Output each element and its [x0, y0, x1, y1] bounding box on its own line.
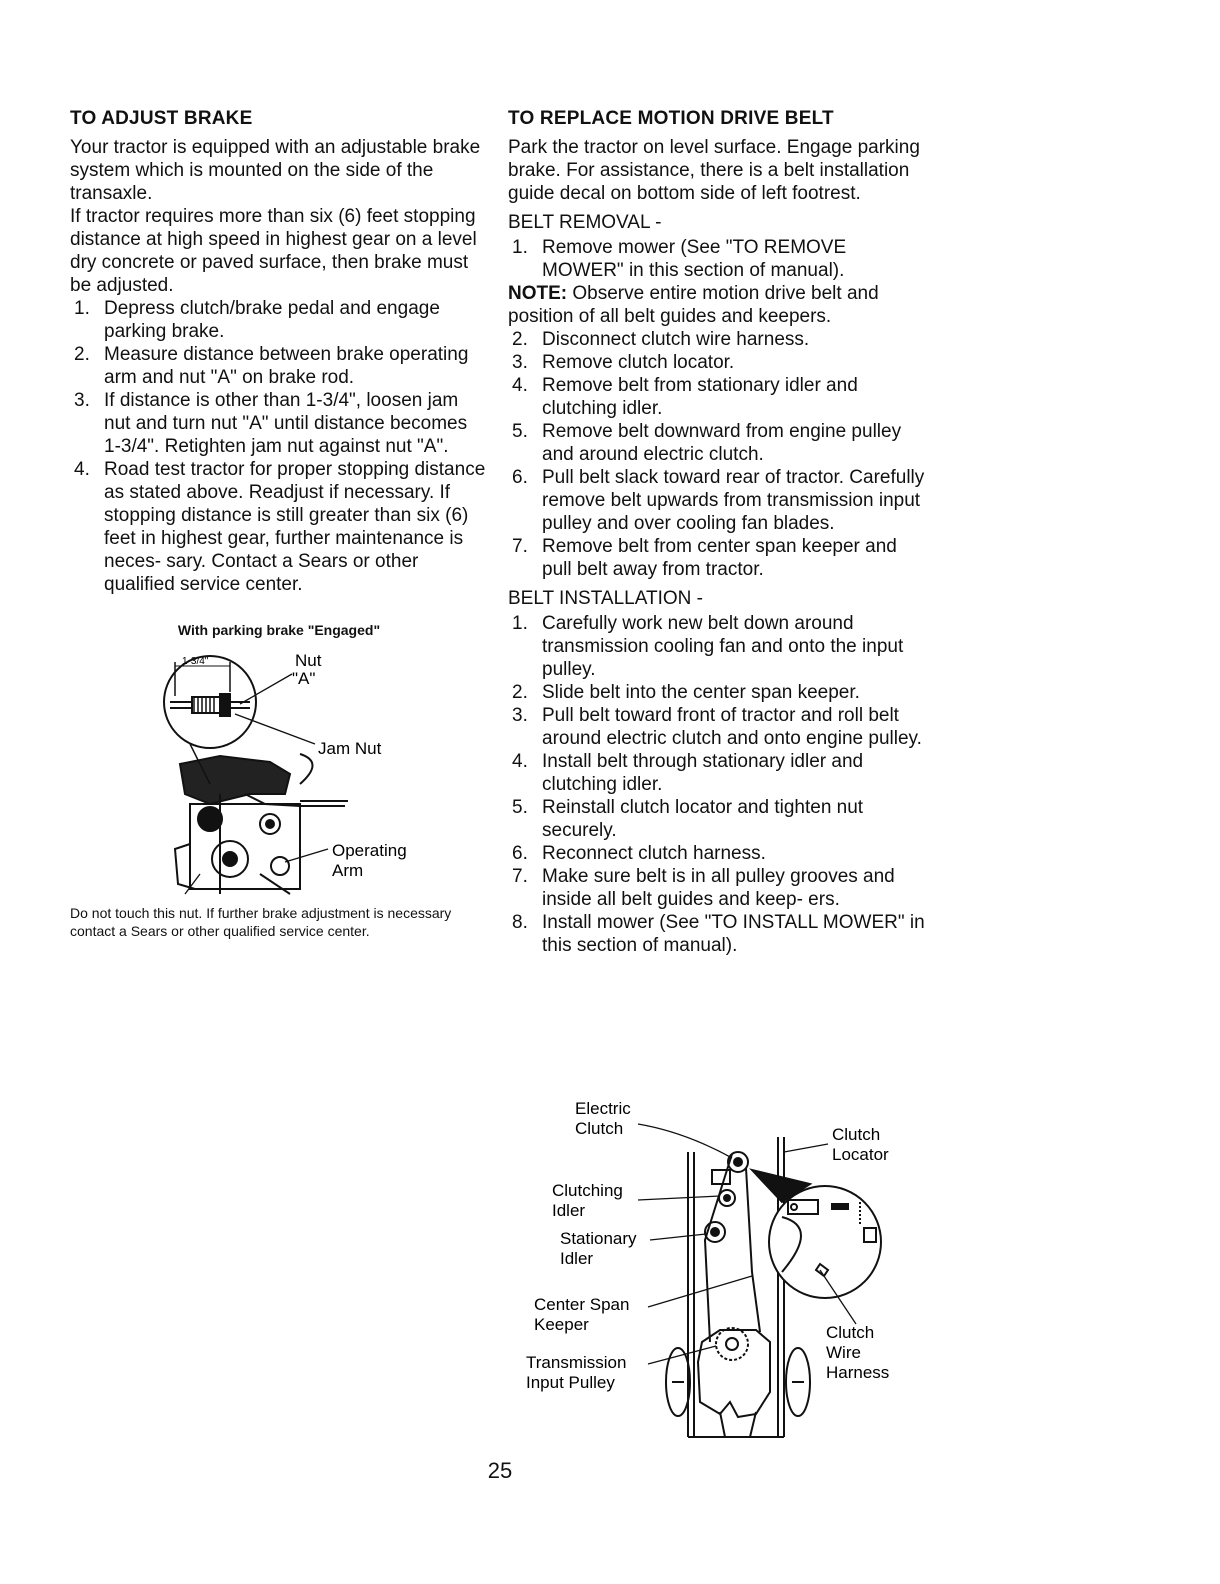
note-label: NOTE: [508, 283, 568, 304]
belt-install-steps [508, 612, 928, 957]
list-item: 3. Remove clutch locator. [512, 352, 735, 373]
belt-title: TO REPLACE MOTION DRIVE BELT [508, 108, 834, 129]
list-item: 1. Remove mower (See "TO REMOVE MOWER" in this section of manual). [512, 237, 847, 281]
label-clutch-wire-1: Clutch [826, 1323, 875, 1342]
list-item: 4. Remove belt from stationary idler and clutching idler. [512, 375, 858, 419]
label-nut: Nut [295, 651, 322, 670]
label-stationary: Stationary [560, 1229, 637, 1248]
belt-diagram [520, 1092, 920, 1447]
belt-frame-drawing [666, 1137, 881, 1437]
list-item: 4. Install belt through stationary idler and clutching idler. [512, 751, 864, 795]
label-jam-nut: Jam Nut [318, 739, 382, 758]
dimension-label: 1-3/4" [182, 656, 209, 667]
label-transmission: Transmission [526, 1353, 627, 1372]
brake-steps [70, 297, 488, 596]
list-item: 3. Pull belt toward front of tractor and roll belt around electric clutch and onto engine pulley. [512, 705, 922, 749]
label-clutch-locator-2: Locator [832, 1145, 889, 1164]
belt-removal-title: BELT REMOVAL - [508, 212, 662, 233]
list-item: 1. Carefully work new belt down around transmission cooling fan and onto the input pulley. [512, 613, 904, 680]
list-item: 6. Pull belt slack toward rear of tractor. Carefully remove belt upwards from transmission input pulley and over cooling fan blades. [512, 467, 925, 534]
belt-removal-steps [508, 328, 928, 581]
note-text: Observe entire motion drive belt and position of all belt guides and keepers. [508, 283, 879, 327]
list-item: 5. Reinstall clutch locator and tighten nut securely. [512, 797, 864, 841]
brake-intro-1: Your tractor is equipped with an adjustable brake system which is mounted on the side of the transaxle. [70, 137, 481, 204]
label-nut-a: "A" [292, 669, 316, 688]
list-item: 2. Disconnect clutch wire harness. [512, 329, 810, 350]
list-item: 1. Depress clutch/brake pedal and engage parking brake. [74, 298, 440, 342]
label-operating: Operating [332, 841, 407, 860]
brake-mechanism-drawing [175, 754, 348, 894]
list-item: 3. If distance is other than 1-3/4", loosen jam nut and turn nut "A" until distance becomes 1-3/4". Retighten jam nut against nut "A". [74, 390, 468, 457]
label-stationary-idler: Idler [560, 1249, 594, 1268]
label-clutching: Clutching [552, 1181, 623, 1200]
page-number: 25 [487, 1458, 513, 1483]
belt-note [508, 282, 928, 328]
label-input-pulley: Input Pulley [526, 1373, 615, 1392]
brake-diagram [70, 644, 450, 904]
label-clutch-locator-1: Clutch [832, 1125, 881, 1144]
label-center-span: Center Span [534, 1295, 630, 1314]
brake-title: TO ADJUST BRAKE [70, 108, 253, 129]
belt-removal-step-1 [508, 236, 928, 282]
brake-intro-2: If tractor requires more than six (6) feet stopping distance at high speed in highest gear on a level dry concrete or paved surface, then brake must be adjusted. [70, 206, 477, 296]
brake-figure-footnote: Do not touch this nut. If further brake adjustment is necessary contact a Sears or other qualified service center. [70, 905, 452, 939]
label-clutch-wire-2: Wire [826, 1343, 861, 1362]
belt-intro: Park the tractor on level surface. Engage parking brake. For assistance, there is a belt installation guide decal on bottom side of left footrest. [508, 137, 920, 204]
list-item: 4. Road test tractor for proper stopping distance as stated above. Readjust if necessary. If stopping distance is still greater than six (6) feet in highest gear, further maintenance is neces- sary. Contact a Sears or other qualified service center. [74, 459, 486, 595]
list-item: 7. Remove belt from center span keeper and pull belt away from tractor. [512, 536, 897, 580]
label-clutch-wire-3: Harness [826, 1363, 890, 1382]
label-electric-clutch: Clutch [575, 1119, 624, 1138]
list-item: 2. Measure distance between brake operating arm and nut "A" on brake rod. [74, 344, 469, 388]
belt-install-title: BELT INSTALLATION - [508, 588, 703, 609]
list-item: 7. Make sure belt is in all pulley grooves and inside all belt guides and keep- ers. [512, 866, 895, 910]
list-item: 6. Reconnect clutch harness. [512, 843, 766, 864]
label-arm: Arm [332, 861, 364, 880]
brake-figure-caption: With parking brake "Engaged" [177, 622, 381, 638]
list-item: 2. Slide belt into the center span keeper. [512, 682, 860, 703]
label-clutching-idler: Idler [552, 1201, 586, 1220]
belt-section [508, 108, 928, 957]
brake-section [70, 108, 488, 940]
list-item: 5. Remove belt downward from engine pulley and around electric clutch. [512, 421, 902, 465]
list-item: 8. Install mower (See "TO INSTALL MOWER" in this section of manual). [512, 912, 925, 956]
label-electric: Electric [575, 1099, 631, 1118]
label-keeper: Keeper [534, 1315, 589, 1334]
